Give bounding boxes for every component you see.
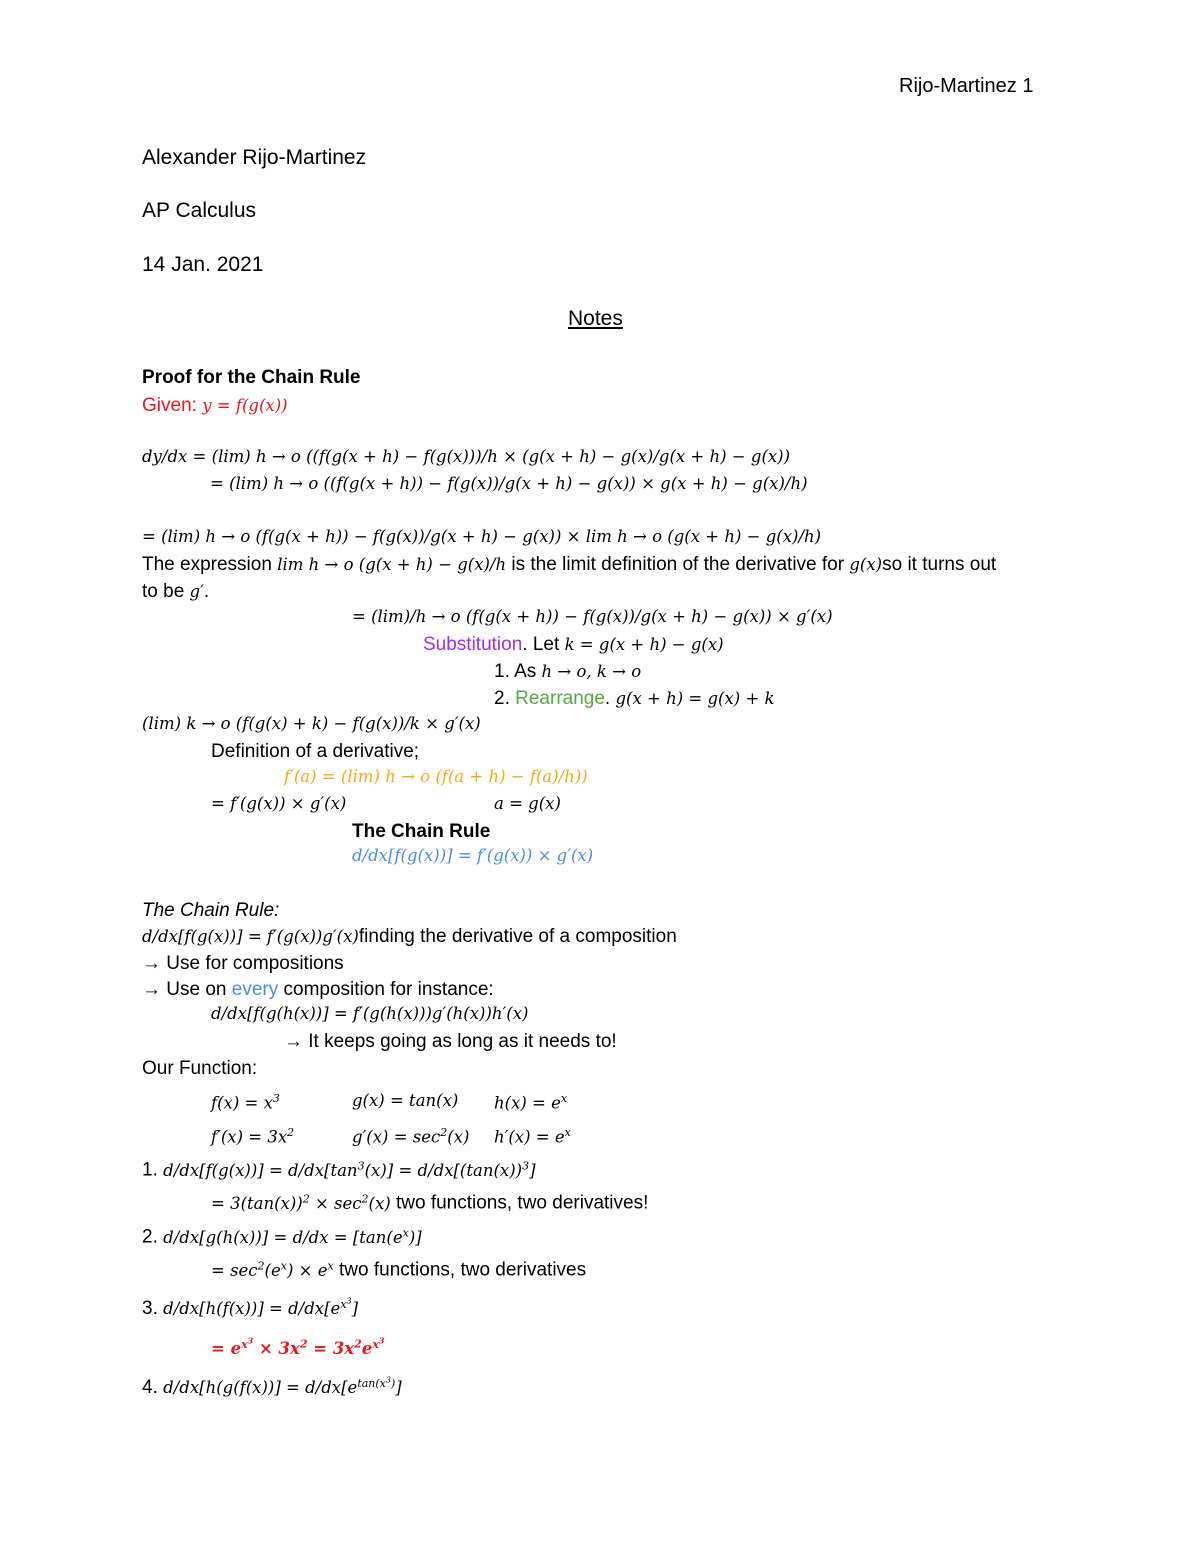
exponent: 2 — [354, 1337, 362, 1351]
example-expr: d/dx[g(h(x))] = d/dx = [tan(e — [163, 1227, 403, 1247]
example-expr: d/dx[h(g(f(x))] = d/dx[e — [163, 1378, 358, 1398]
exponent: 3 — [272, 1092, 280, 1105]
example-expr: ] — [351, 1299, 359, 1319]
exponent: 3 — [385, 1375, 391, 1384]
result-expr: = 3(tan(x)) — [211, 1193, 303, 1213]
exponent: x — [560, 1092, 568, 1105]
proof-line-6-a: a = g(x) — [494, 794, 561, 813]
g-definition: g(x) = tan(x) — [352, 1091, 459, 1110]
example-number: 2. — [142, 1226, 158, 1248]
rule-bullet-1: → Use for compositions — [142, 953, 344, 974]
exponent: x — [241, 1337, 248, 1351]
result-expr: = sec — [211, 1260, 258, 1280]
bullet-text: composition for instance: — [278, 979, 494, 1000]
function-label: Our Function: — [142, 1058, 258, 1079]
definition-formula: f′(a) = (lim) h → o (f(a + h) − f(a)/h)) — [284, 767, 588, 786]
step-2 — [494, 689, 775, 708]
proof-line-5: (lim) k → o (f(g(x) + k) − f(g(x))/k × g′(x) — [142, 714, 481, 733]
explanation-math: g′ — [189, 582, 204, 601]
example-3-result — [211, 1336, 384, 1358]
result-expr: e — [361, 1339, 373, 1359]
result-expr: (x) — [368, 1193, 391, 1213]
example-expr: ] — [529, 1160, 536, 1180]
example-2-result — [211, 1260, 586, 1280]
expression-explanation-cont — [142, 582, 209, 601]
explanation-text: to be — [142, 581, 185, 602]
result-expr: (e — [264, 1260, 281, 1280]
exponent: 2 — [302, 1192, 310, 1205]
example-expr: ] — [395, 1378, 402, 1398]
example-2 — [142, 1227, 422, 1247]
substitution-text: . Let — [522, 634, 560, 655]
proof-line-1: dy/dx = (lim) h → o ((f(g(x + h) − f(g(x)))/h × (g(x + h) − g(x)/g(x + h) − g(x)) — [142, 447, 791, 466]
substitution-line — [423, 635, 724, 654]
example-expr: )] — [408, 1227, 422, 1247]
example-1-result — [211, 1193, 648, 1213]
example-number: 1. — [142, 1159, 158, 1181]
author-name: Alexander Rijo-Martinez — [142, 146, 367, 169]
explanation-text: is the limit definition of the derivative for — [511, 554, 845, 575]
result-expr: = 3x — [307, 1339, 355, 1359]
exponent: x — [280, 1259, 287, 1272]
nested-note: → It keeps going as long as it needs to! — [284, 1031, 617, 1052]
result-expr: ) × e — [286, 1260, 328, 1280]
explanation-text: The expression — [142, 554, 272, 575]
given-label: Given: — [142, 395, 197, 416]
exponent: 2 — [299, 1337, 308, 1351]
g-prime — [352, 1127, 469, 1146]
exponent: tan(x — [357, 1376, 386, 1390]
given-expression: y = f(g(x)) — [202, 396, 288, 415]
course-name: AP Calculus — [142, 199, 257, 222]
example-4 — [142, 1376, 402, 1397]
fp-expr: f′(x) = 3x — [211, 1127, 288, 1147]
definition-text: Definition of a derivative; — [211, 741, 420, 762]
substitution-math: k = g(x + h) − g(x) — [564, 635, 724, 654]
proof-line-2: = (lim) h → o ((f(g(x + h)) − f(g(x))/g(x + h) − g(x)) × g(x + h) − g(x)/h) — [210, 474, 808, 493]
exponent: x — [564, 1126, 571, 1139]
h-definition — [494, 1093, 567, 1112]
bullet-text: → Use on — [142, 979, 232, 1000]
exponent: 3 — [247, 1335, 254, 1345]
example-expr: d/dx[f(g(x))] = d/dx[tan — [163, 1160, 358, 1180]
proof-line-6: = f′(g(x)) × g′(x) — [211, 794, 347, 813]
nested-formula: d/dx[f(g(h(x))] = f′(g(h(x)))g′(h(x))h′(x) — [211, 1004, 529, 1023]
explanation-text: . — [203, 581, 210, 602]
result-note: two functions, two derivatives — [333, 1259, 587, 1281]
exponent: ) — [390, 1376, 396, 1390]
gp-expr: g′(x) = sec — [352, 1127, 441, 1147]
date: 14 Jan. 2021 — [142, 253, 264, 276]
explanation-math: lim h → o (g(x + h) − g(x)/h — [277, 555, 507, 574]
example-number: 3. — [142, 1298, 158, 1320]
rearrange-label: Rearrange — [515, 688, 605, 709]
substitution-label: Substitution — [423, 634, 523, 655]
rule-formula-line — [142, 927, 677, 946]
chain-rule-heading: The Chain Rule — [352, 821, 491, 842]
exponent: 2 — [361, 1192, 369, 1205]
hp-expr: h′(x) = e — [494, 1127, 565, 1147]
explanation-math: g(x) — [849, 555, 883, 574]
exponent: x — [372, 1337, 379, 1351]
example-expr: (x)] = d/dx[(tan(x)) — [364, 1160, 523, 1180]
exponent: 3 — [357, 1159, 365, 1172]
rule-label: The Chain Rule: — [142, 900, 280, 921]
chain-rule-formula: d/dx[f(g(x))] = f′(g(x)) × g′(x) — [352, 846, 594, 865]
exponent: x — [340, 1297, 347, 1311]
rule-bullet-2 — [142, 980, 494, 999]
step-text: . — [604, 688, 611, 709]
result-expr: = e — [211, 1339, 242, 1359]
explanation-text: so it turns out — [882, 554, 997, 575]
step-text: 1. As — [494, 661, 537, 682]
step-1 — [494, 662, 641, 681]
step-number: 2. — [494, 688, 510, 709]
step-math: h → o, k → o — [541, 662, 642, 681]
f-expr: f(x) = x — [211, 1093, 273, 1113]
result-note: two functions, two derivatives! — [390, 1192, 649, 1214]
every-highlight: every — [231, 979, 279, 1000]
page-title: Notes — [568, 307, 623, 330]
exponent: 2 — [257, 1259, 265, 1272]
example-expr: d/dx[h(f(x))] = d/dx[e — [163, 1299, 341, 1319]
step-math: g(x + h) = g(x) + k — [615, 689, 775, 708]
exponent: 3 — [378, 1335, 385, 1345]
given-line — [142, 396, 288, 415]
result-expr: × sec — [309, 1193, 362, 1213]
exponent: x — [402, 1226, 409, 1239]
f-definition — [211, 1093, 280, 1112]
rule-formula: d/dx[f(g(x))] = f′(g(x))g′(x) — [142, 927, 359, 946]
rule-formula-text: finding the derivative of a composition — [358, 926, 677, 947]
result-expr: × 3x — [253, 1339, 300, 1359]
exponent: 3 — [522, 1159, 530, 1172]
proof-line-4: = (lim)/h → o (f(g(x + h)) − f(g(x))/g(x + h) − g(x)) × g′(x) — [352, 607, 833, 626]
expression-explanation — [142, 555, 996, 574]
exponent: 3 — [346, 1296, 352, 1305]
proof-line-3: = (lim) h → o (f(g(x + h)) − f(g(x))/g(x + h) − g(x)) × lim h → o (g(x + h) − g(x)/h) — [142, 527, 822, 546]
page-header-number: Rijo-Martinez 1 — [899, 75, 1034, 97]
example-number: 4. — [142, 1377, 158, 1399]
example-3 — [142, 1297, 358, 1318]
gp-expr: (x) — [447, 1127, 470, 1147]
exponent: 2 — [440, 1126, 448, 1139]
exponent: x — [327, 1259, 334, 1272]
proof-heading: Proof for the Chain Rule — [142, 367, 361, 388]
h-prime — [494, 1127, 571, 1146]
example-1 — [142, 1160, 536, 1180]
exponent: 2 — [287, 1126, 295, 1139]
f-prime — [211, 1127, 294, 1146]
h-expr: h(x) = e — [494, 1093, 561, 1113]
